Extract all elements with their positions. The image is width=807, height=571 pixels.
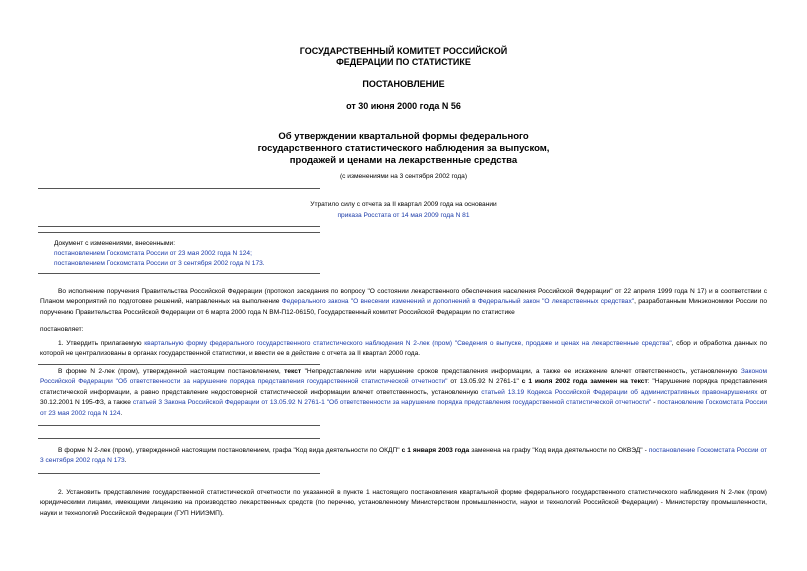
- decree-173-link[interactable]: постановление Госкомстата России от 3 сентября 2002 года N 173: [40, 447, 767, 465]
- doc-type: ПОСТАНОВЛЕНИЕ: [362, 79, 445, 89]
- org-name-line1: ГОСУДАРСТВЕННЫЙ КОМИТЕТ РОССИЙСКОЙ: [299, 46, 508, 56]
- amended-note: (с изменениями на 3 сентября 2002 года): [339, 173, 468, 180]
- note-2-paragraph: В форме N 2-лек (пром), утвержденной настоящим постановлением, графа "Код вида деятельности по ОКДП" с 1 января 2003 года заменена на графу "Код вида деятельности по ОКВЭД" - постановление Госкомстата России от 3 сентября 2002 года N 173.: [40, 447, 767, 465]
- lost-force-link[interactable]: приказа Росстата от 14 мая 2009 года N 81: [337, 212, 470, 219]
- decree-124-link[interactable]: постановление Госкомстата России от 23 мая 2002 года N 124: [40, 399, 767, 417]
- changes-link-2[interactable]: постановлением Госкомстата России от 3 сентября 2002 года N 173.: [54, 260, 265, 267]
- doc-title-line2: государственного статистического наблюдения за выпуском,: [257, 143, 550, 154]
- doc-title-line1: Об утверждении квартальной формы федерального: [278, 131, 529, 142]
- article-3-link[interactable]: статьей 3 Закона Российской Федерации от 13.05.92 N 2761-1 "Об ответственности за нарушение порядка представления государственной статистической отчетности": [132, 399, 652, 407]
- item-2-paragraph: 2. Установить представление государственной статистической отчетности по указанной в пункте 1 настоящего постановления квартальной форме федерального государственного статистического наблюдения N 2-лек (пром) юридическими лицами, имеющими лицензию на производство лекарственных средств (по перечню, установленному Министерством промышленности, науки и технологий Российской Федерации) - Министерству промышленности, науки и технологий Российской Федерации (ГУП НИИЭМП).: [40, 489, 767, 517]
- changes-link-1[interactable]: постановлением Госкомстата России от 23 мая 2002 года N 124;: [54, 250, 252, 257]
- item-1-paragraph: 1. Утвердить прилагаемую квартальную форму федерального государственного статистического наблюдения N 2-лек (пром) "Сведения о выпуске, продаже и ценах на лекарственные средства", сбор и обработка данных по которой не централизованы в органах государственной статистики, и ввести ее в действие с отчета за II квартал 2000 года.: [40, 340, 768, 358]
- note-1-paragraph: В форме N 2-лек (пром), утвержденной настоящим постановлением, текст "Непредставление или нарушение сроков представления информации, а также ее искажение влечет ответственность, установленную Законом Российской Федерации "Об ответственности за нарушение порядка представления государственной статистической отчетности" от 13.05.92 N 2761-1" с 1 июля 2002 года заменен на текст: "Нарушение порядка представления статистической информации, а равно представление недостоверной статистической информации влечет ответственность, установленную статьей 13.19 Кодекса Российской Федерации об административных правонарушениях от 30.12.2001 N 195-ФЗ, а также статьей 3 Закона Российской Федерации от 13.05.92 N 2761-1 "Об ответственности за нарушение порядка представления государственной статистической отчетности" - постановление Госкомстата России от 23 мая 2002 года N 124.: [40, 368, 768, 417]
- org-name-line2: ФЕДЕРАЦИИ ПО СТАТИСТИКЕ: [336, 57, 471, 67]
- changes-box: [54, 239, 354, 269]
- divider: [38, 188, 320, 189]
- divider: [38, 273, 320, 274]
- divider: [38, 438, 320, 439]
- doc-date-number: от 30 июня 2000 года N 56: [346, 101, 461, 111]
- preamble-paragraph: Во исполнение поручения Правительства Российской Федерации (протокол заседания по вопросу "О состоянии лекарственного обеспечения населения Российской Федерации" от 22 апреля 1999 года N 17) и в соответствии с Планом мероприятий по подготовке решений, направленных на выполнение Федерального закона "О внесении изменений и дополнений в Федеральный закон "О лекарственных средствах", разработанным Минэкономики России по поручению Правительства Российской Федерации от 6 марта 2000 года N ВМ-П12-06150, Государственный комитет Российской Федерации по статистике: [40, 288, 767, 316]
- law-ru-link[interactable]: Законом Российской Федерации "Об ответственности за нарушение порядка представления государственной статистической отчетности": [40, 368, 767, 386]
- divider: [38, 232, 320, 233]
- decree-word: постановляет:: [40, 326, 84, 333]
- doc-title-line3: продажей и ценами на лекарственные средства: [289, 155, 518, 166]
- koap-article-link[interactable]: статьей 13.19 Кодекса Российской Федерации об административных правонарушениях: [481, 388, 758, 396]
- divider: [38, 226, 320, 227]
- divider: [38, 473, 320, 474]
- lost-force-text: Утратило силу с отчета за II квартал 2009 года на основании: [310, 201, 497, 208]
- form-2-lek-link[interactable]: квартальную форму федерального государственного статистического наблюдения N 2-лек (пром) "Сведения о выпуске, продаже и ценах на лекарственные средства": [144, 340, 672, 347]
- federal-law-link[interactable]: Федерального закона "О внесении изменений и дополнений в Федеральный закон "О лекарственных средствах": [281, 298, 635, 306]
- divider: [38, 364, 320, 365]
- changes-intro: Документ с изменениями, внесенными:: [54, 240, 176, 247]
- divider: [38, 425, 320, 426]
